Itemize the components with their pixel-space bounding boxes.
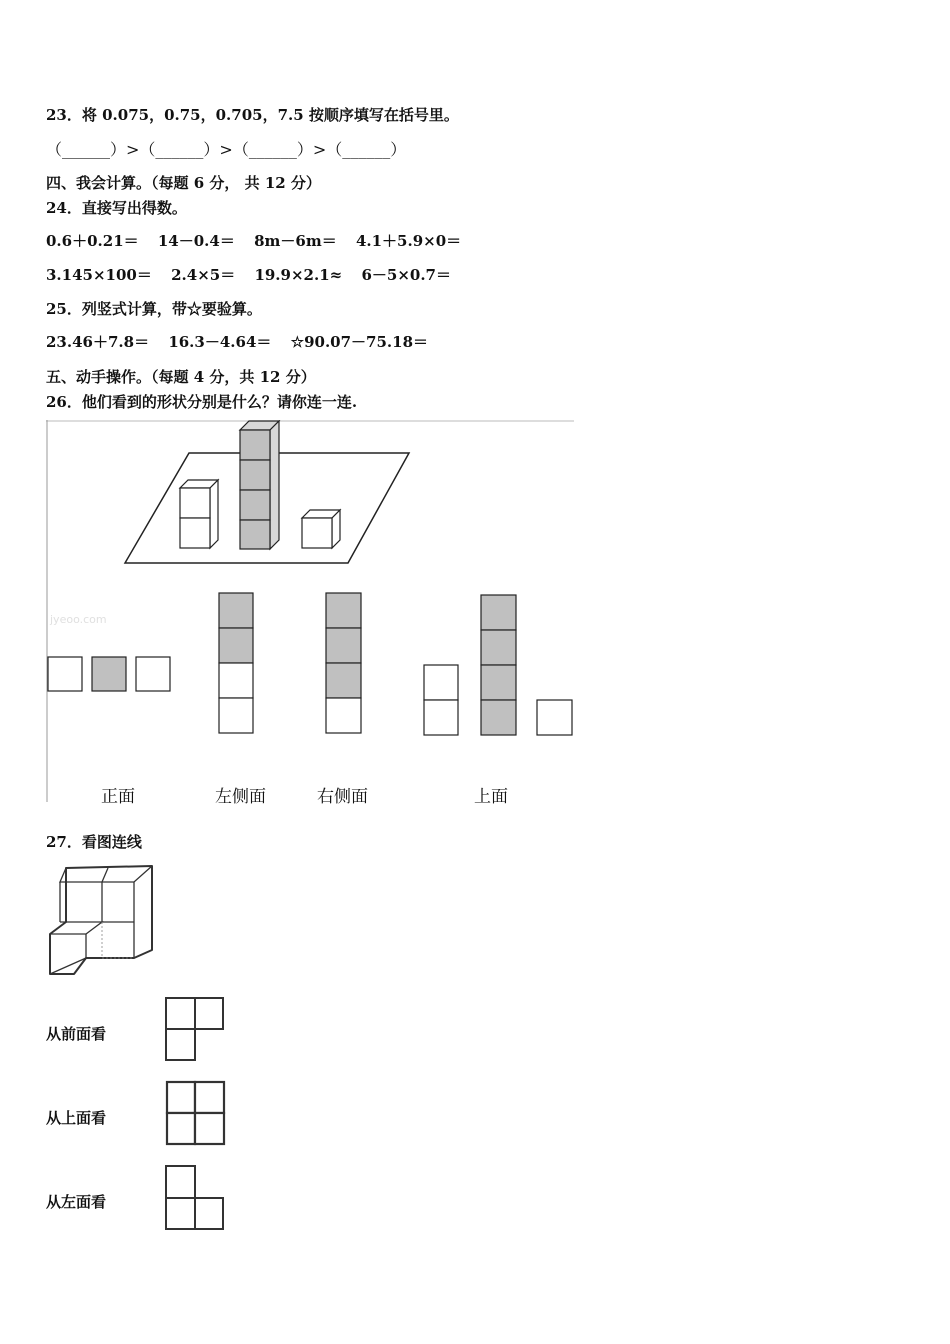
front-view-option[interactable] xyxy=(48,657,170,691)
single-white-cube xyxy=(302,510,340,548)
view-label-left: 从左面看 xyxy=(46,1193,107,1211)
q27-solid-figure xyxy=(46,862,158,978)
q24-expr: 8m－6m＝ xyxy=(254,232,337,250)
q26-figure xyxy=(46,420,574,807)
q23-blanks[interactable]: （______）>（______）>（______）>（______） xyxy=(46,140,407,159)
section-4-title: 四、我会计算。（每题 6 分， 共 12 分） xyxy=(46,174,321,192)
q24-expr: 6－5×0.7＝ xyxy=(361,266,451,284)
q25-row xyxy=(46,331,442,352)
q25-text: 25．列竖式计算，带☆要验算。 xyxy=(46,300,262,318)
q25-expr: 23.46＋7.8＝ xyxy=(46,333,150,351)
q24-expr: 0.6＋0.21＝ xyxy=(46,232,139,250)
shape-a-svg xyxy=(164,996,226,1062)
left-side-view-option[interactable] xyxy=(219,593,253,733)
q24-row2 xyxy=(46,264,465,285)
q27-text: 27．看图连线 xyxy=(46,833,142,851)
q24-expr: 19.9×2.1≈ xyxy=(254,266,343,284)
q24-expr: 4.1＋5.9×0＝ xyxy=(355,232,462,250)
q26-text: 26．他们看到的形状分别是什么？请你连一连. xyxy=(46,393,358,411)
label-right-side: 右侧面 xyxy=(317,787,368,807)
q24-expr: 2.4×5＝ xyxy=(171,266,236,284)
q25-expr: 16.3－4.64＝ xyxy=(168,333,272,351)
white-cube-stack xyxy=(180,480,218,548)
shape-c-svg xyxy=(164,1164,226,1232)
section-5-title: 五、动手操作。（每题 4 分，共 12 分） xyxy=(46,368,316,386)
label-front: 正面 xyxy=(101,787,135,807)
q27-shape-a[interactable] xyxy=(164,996,226,1062)
shape-b-svg xyxy=(164,1079,228,1147)
q27-shape-c[interactable] xyxy=(164,1164,226,1232)
label-top: 上面 xyxy=(474,787,508,807)
label-left-side: 左侧面 xyxy=(215,787,266,807)
q27-solid-svg xyxy=(46,862,158,978)
watermark: jyeoo.com xyxy=(50,613,107,626)
q24-text: 24．直接写出得数。 xyxy=(46,199,187,217)
q24-row1 xyxy=(46,230,475,251)
view-label-top: 从上面看 xyxy=(46,1109,107,1127)
view-label-front: 从前面看 xyxy=(46,1025,107,1043)
q24-expr: 14－0.4＝ xyxy=(157,232,235,250)
q25-expr: ☆90.07－75.18＝ xyxy=(290,333,429,351)
q24-expr: 3.145×100＝ xyxy=(46,266,152,284)
q23-text: 23．将 0.075，0.75，0.705，7.5 按顺序填写在括号里。 xyxy=(46,106,459,124)
top-view-option[interactable] xyxy=(424,595,572,735)
q26-figure-svg xyxy=(46,420,574,802)
right-side-view-option[interactable] xyxy=(326,593,361,733)
q27-shape-b[interactable] xyxy=(164,1079,228,1147)
gray-cube-stack xyxy=(240,421,279,549)
